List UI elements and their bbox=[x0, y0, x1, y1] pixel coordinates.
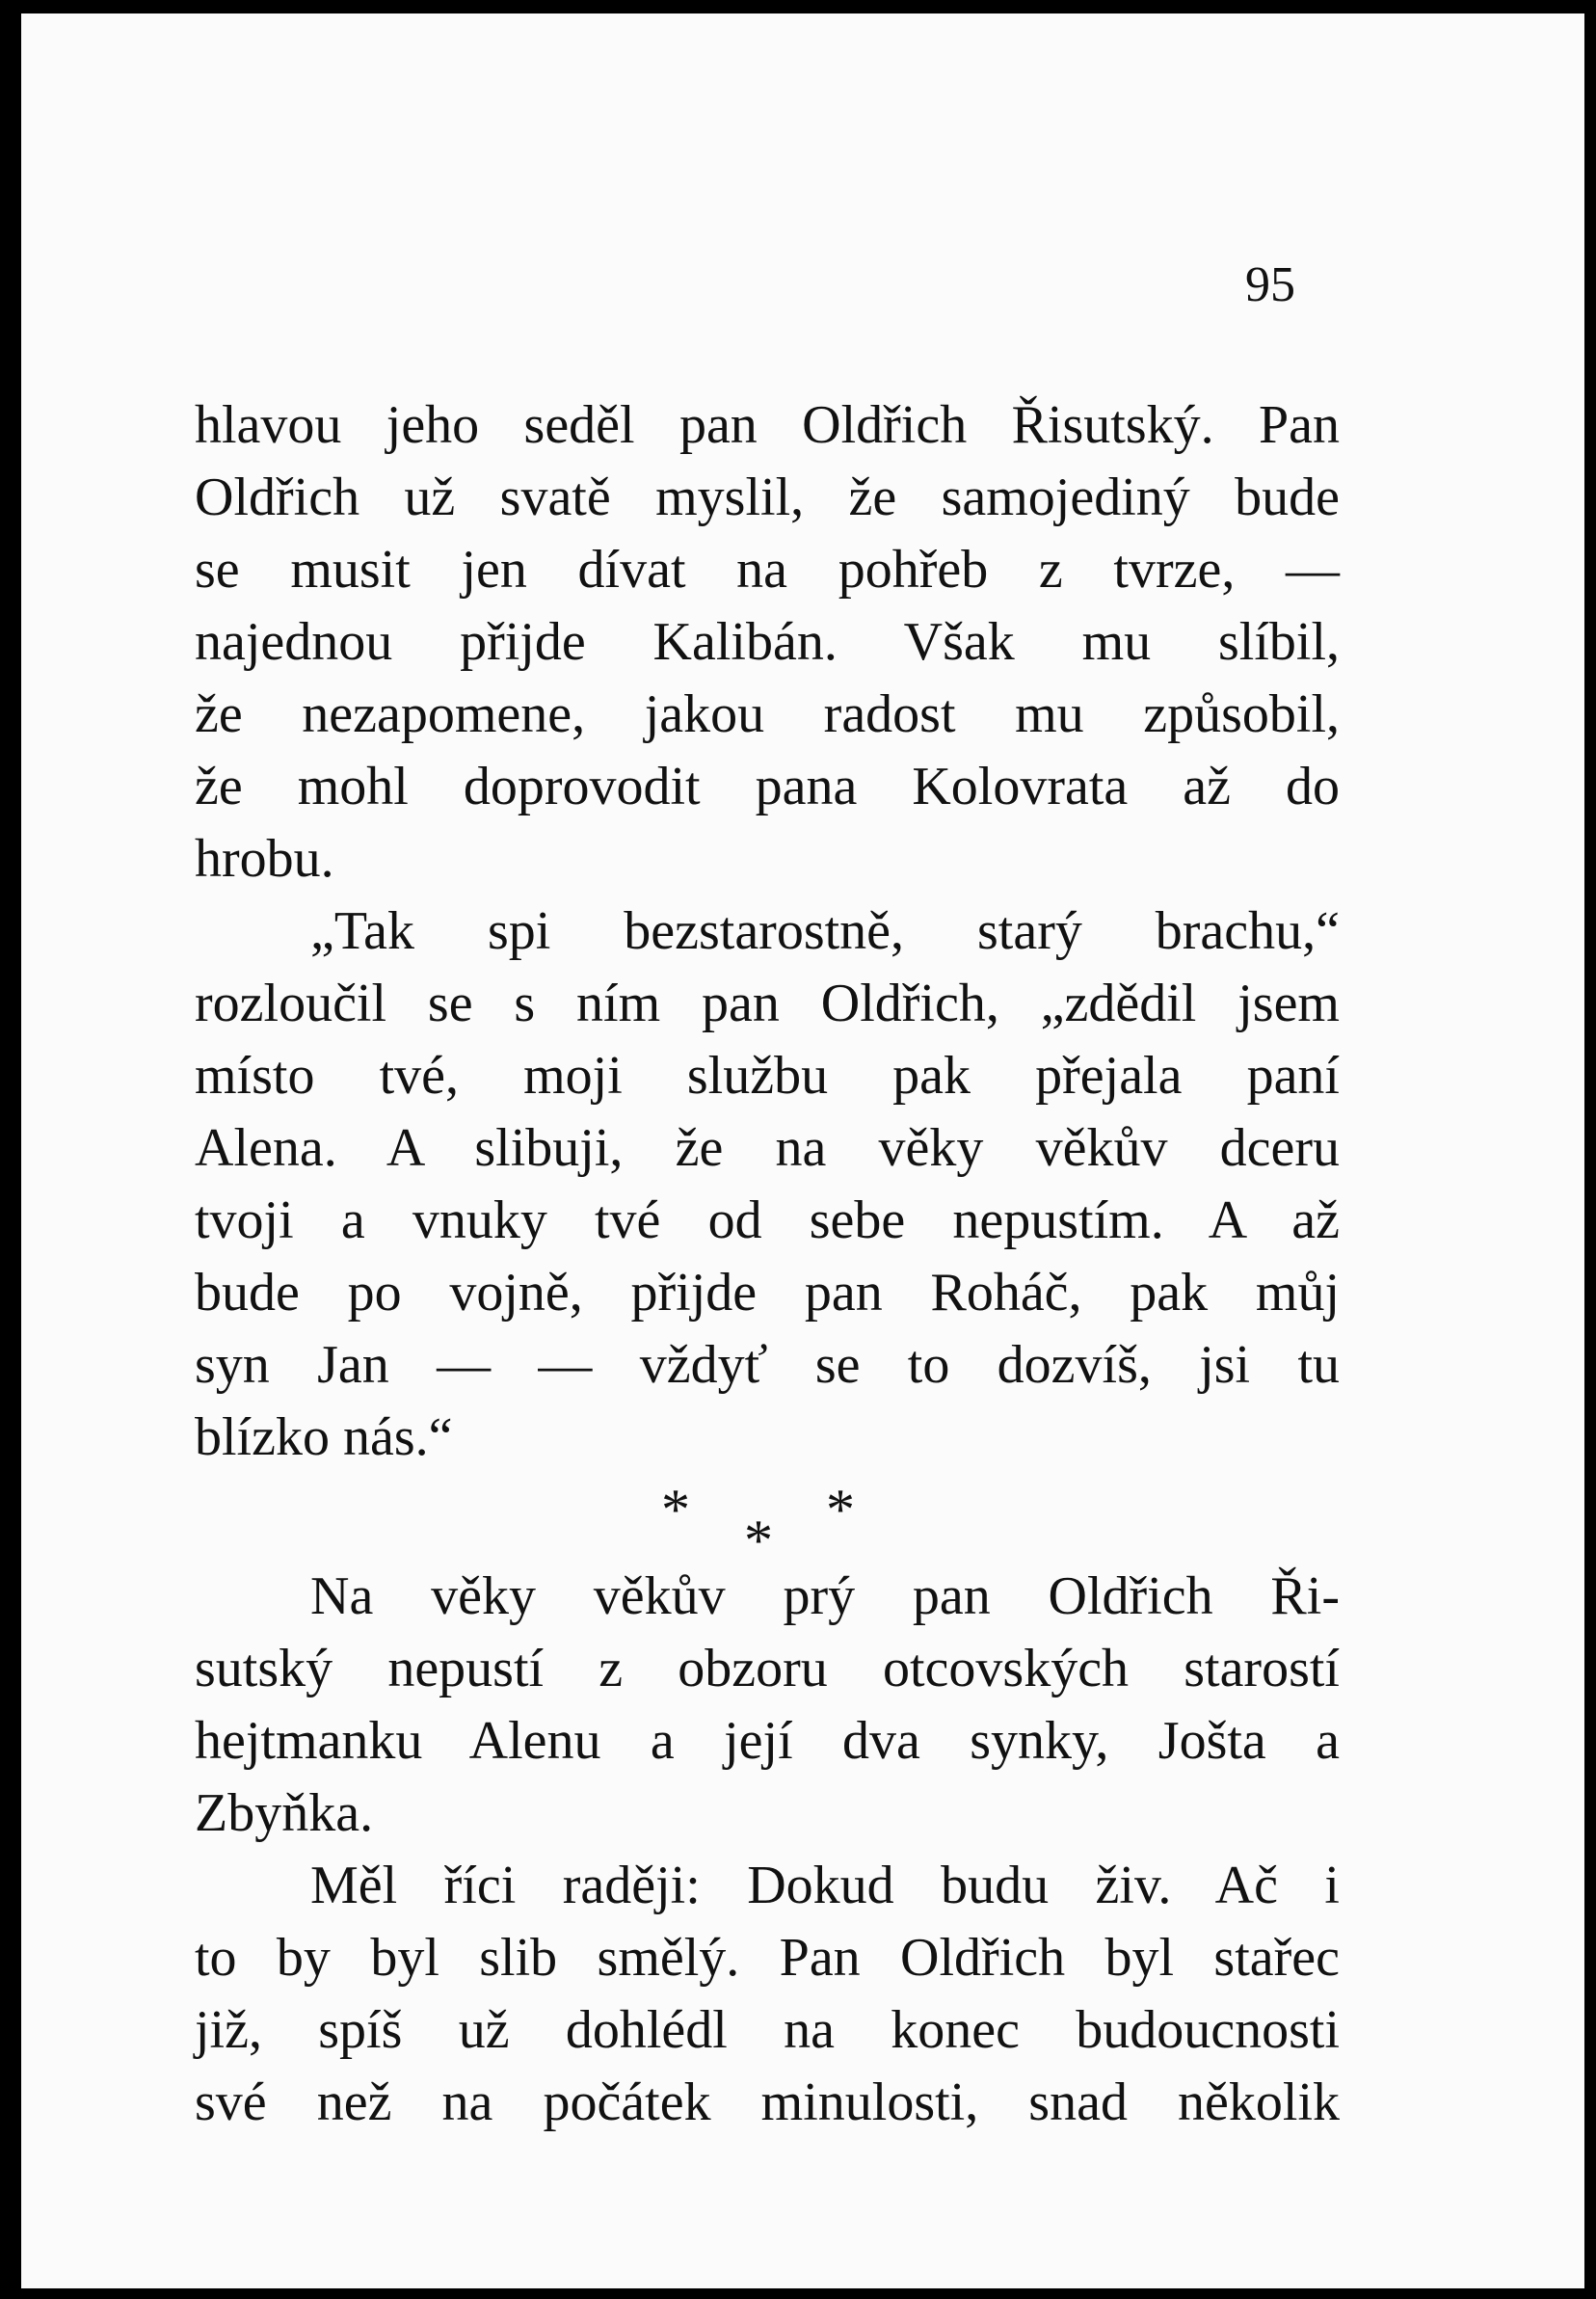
text-line: Měl říci raději: Dokud budu živ. Ač i bbox=[310, 1856, 1340, 1915]
asterisk: * bbox=[661, 1478, 690, 1541]
asterisk: * bbox=[744, 1509, 773, 1572]
text-line: své než na počátek minulosti, snad několik bbox=[195, 2072, 1340, 2132]
text-line: že nezapomene, jakou radost mu způsobil, bbox=[195, 684, 1340, 744]
text-line: že mohl doprovodit pana Kolovrata až do bbox=[195, 757, 1340, 816]
text-line: „Tak spi bezstarostně, starý brachu,“ bbox=[310, 901, 1340, 961]
paragraph bbox=[195, 1850, 1340, 2139]
page-number: 95 bbox=[1245, 257, 1295, 312]
text-line: již, spíš už dohlédl na konec budoucnosti bbox=[195, 2000, 1340, 2060]
text-line: hejtmanku Alenu a její dva synky, Jošta a bbox=[195, 1711, 1340, 1771]
text-line: Na věky věkův prý pan Oldřich Ři- bbox=[310, 1566, 1340, 1626]
text-line: sutský nepustí z obzoru otcovských starostí bbox=[195, 1639, 1340, 1698]
text-line: se musit jen dívat na pohřeb z tvrze, — bbox=[195, 540, 1340, 600]
text-line: blízko nás.“ bbox=[195, 1407, 453, 1467]
asterisk: * bbox=[826, 1478, 855, 1541]
text-line: hrobu. bbox=[195, 829, 334, 889]
text-line: Alena. A slibuji, že na věky věkův dceru bbox=[195, 1118, 1340, 1178]
paragraph bbox=[195, 896, 1340, 1474]
book-page bbox=[21, 13, 1584, 2288]
paragraph bbox=[195, 389, 1340, 896]
text-line: místo tvé, moji službu pak přejala paní bbox=[195, 1046, 1340, 1106]
text-line: hlavou jeho seděl pan Oldřich Řisutský. Pan bbox=[195, 395, 1340, 455]
text-line: Oldřich už svatě myslil, že samojediný bude bbox=[195, 468, 1340, 527]
text-line: rozloučil se s ním pan Oldřich, „zdědil jsem bbox=[195, 974, 1340, 1033]
text-line: tvoji a vnuky tvé od sebe nepustím. A až bbox=[195, 1190, 1340, 1250]
text-line: Zbyňka. bbox=[195, 1783, 374, 1843]
section-separator bbox=[195, 1474, 1340, 1572]
text-line: to by byl slib smělý. Pan Oldřich byl stařec bbox=[195, 1928, 1340, 1988]
text-line: bude po vojně, přijde pan Roháč, pak můj bbox=[195, 1263, 1340, 1323]
paragraph bbox=[195, 1561, 1340, 1850]
text-line: najednou přijde Kalibán. Však mu slíbil, bbox=[195, 612, 1340, 672]
page-text bbox=[195, 389, 1340, 2139]
text-line: syn Jan — — vždyť se to dozvíš, jsi tu bbox=[195, 1335, 1340, 1395]
